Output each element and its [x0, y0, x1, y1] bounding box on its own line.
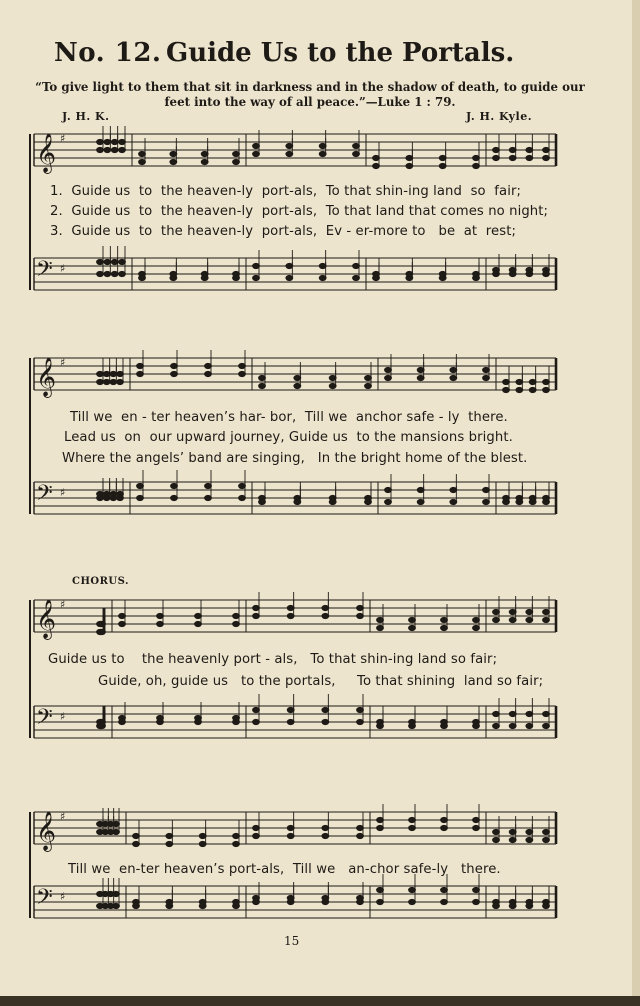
notehead: [377, 625, 384, 630]
notehead: [199, 841, 206, 846]
notehead: [97, 139, 104, 144]
notehead: [195, 621, 202, 626]
notehead: [526, 723, 533, 728]
notehead: [286, 151, 293, 156]
notehead: [166, 899, 173, 904]
notehead: [111, 139, 118, 144]
notehead: [385, 375, 392, 380]
notehead: [117, 495, 124, 500]
notehead: [543, 829, 550, 834]
notehead: [201, 275, 208, 280]
sharp-icon: ♯: [60, 262, 66, 275]
notehead: [103, 495, 110, 500]
notehead: [509, 829, 516, 834]
notehead: [287, 605, 294, 610]
notehead: [199, 899, 206, 904]
notehead: [493, 271, 500, 276]
notehead: [103, 371, 110, 376]
notehead: [473, 271, 480, 276]
notehead: [119, 621, 126, 626]
notehead: [417, 499, 424, 504]
bass-clef-icon: 𝄢: [36, 705, 53, 735]
notehead: [509, 147, 516, 152]
notehead: [113, 821, 120, 826]
notehead: [439, 271, 446, 276]
chorus-final-lyric: Till we en-ter heaven’s port-als, Till we an-chor safe-ly there.: [68, 862, 501, 877]
notehead: [357, 707, 364, 712]
notehead: [441, 617, 448, 622]
notehead: [493, 155, 500, 160]
notehead: [409, 887, 416, 892]
notehead: [170, 159, 177, 164]
notehead: [253, 719, 260, 724]
notehead: [509, 271, 516, 276]
notehead: [201, 159, 208, 164]
notehead: [259, 375, 266, 380]
notehead: [253, 833, 260, 838]
notehead: [205, 363, 212, 368]
notehead: [133, 899, 140, 904]
notehead: [377, 723, 384, 728]
notehead: [441, 723, 448, 728]
notehead: [104, 147, 111, 152]
notehead: [319, 143, 326, 148]
notehead: [286, 275, 293, 280]
notehead: [133, 841, 140, 846]
notehead: [233, 833, 240, 838]
notehead: [119, 613, 126, 618]
verse-3-line-a: 3. Guide us to the heaven-ly port-als, Ev - er-more to be at rest;: [50, 224, 517, 239]
notehead: [113, 829, 120, 834]
notehead: [526, 271, 533, 276]
notehead: [119, 139, 126, 144]
notehead: [137, 363, 144, 368]
notehead: [526, 837, 533, 842]
notehead: [409, 817, 416, 822]
notehead: [377, 887, 384, 892]
notehead: [322, 833, 329, 838]
notehead: [111, 147, 118, 152]
notehead: [104, 259, 111, 264]
notehead: [417, 487, 424, 492]
notehead: [171, 371, 178, 376]
notehead: [205, 483, 212, 488]
notehead: [195, 719, 202, 724]
notehead: [253, 899, 260, 904]
notehead: [543, 609, 550, 614]
notehead: [483, 367, 490, 372]
notehead: [239, 483, 246, 488]
notehead: [113, 891, 120, 896]
notehead: [233, 613, 240, 618]
notehead: [239, 371, 246, 376]
notehead: [409, 625, 416, 630]
notehead: [286, 263, 293, 268]
notehead: [97, 259, 104, 264]
notehead: [97, 379, 104, 384]
notehead: [483, 487, 490, 492]
notehead: [97, 271, 104, 276]
notehead: [259, 383, 266, 388]
notehead: [171, 483, 178, 488]
notehead: [543, 837, 550, 842]
notehead: [119, 271, 126, 276]
notehead: [199, 833, 206, 838]
notehead: [357, 899, 364, 904]
chorus-label: CHORUS.: [72, 576, 129, 587]
notehead: [139, 275, 146, 280]
notehead: [543, 495, 550, 500]
notehead: [253, 605, 260, 610]
notehead: [509, 609, 516, 614]
verse-1-line-a: 1. Guide us to the heaven-ly port-als, To that shin-ing land so fair;: [50, 184, 522, 199]
notehead: [157, 621, 164, 626]
sharp-icon: ♯: [60, 598, 66, 611]
notehead: [441, 887, 448, 892]
notehead: [493, 837, 500, 842]
treble-clef-icon: 𝄞: [36, 811, 57, 851]
lyricist-credit: J. H. K.: [62, 110, 110, 123]
notehead: [473, 617, 480, 622]
notehead: [119, 719, 126, 724]
notehead: [137, 495, 144, 500]
sharp-icon: ♯: [60, 890, 66, 903]
notehead: [543, 147, 550, 152]
notehead: [365, 499, 372, 504]
notehead: [509, 723, 516, 728]
notehead: [259, 499, 266, 504]
notehead: [439, 155, 446, 160]
notehead: [450, 499, 457, 504]
notehead: [543, 723, 550, 728]
notehead: [99, 719, 106, 724]
notehead: [529, 495, 536, 500]
notehead: [322, 707, 329, 712]
notehead: [319, 263, 326, 268]
notehead: [417, 375, 424, 380]
notehead: [104, 271, 111, 276]
notehead: [103, 379, 110, 384]
notehead: [110, 495, 117, 500]
notehead: [441, 899, 448, 904]
notehead: [543, 387, 550, 392]
notehead: [409, 825, 416, 830]
notehead: [450, 487, 457, 492]
notehead: [97, 495, 104, 500]
notehead: [111, 271, 118, 276]
notehead: [473, 899, 480, 904]
notehead: [406, 155, 413, 160]
notehead: [253, 707, 260, 712]
notehead: [439, 163, 446, 168]
epigraph-line-2: feet into the way of all peace.”—Luke 1 : 79.: [164, 95, 456, 109]
notehead: [353, 143, 360, 148]
notehead: [473, 887, 480, 892]
notehead: [516, 387, 523, 392]
notehead: [409, 899, 416, 904]
notehead: [365, 383, 372, 388]
notehead: [287, 613, 294, 618]
notehead: [493, 609, 500, 614]
notehead: [287, 833, 294, 838]
sharp-icon: ♯: [60, 486, 66, 499]
bass-clef-icon: 𝄢: [36, 257, 53, 287]
notehead: [493, 903, 500, 908]
notehead: [253, 151, 260, 156]
notehead: [287, 719, 294, 724]
notehead: [409, 617, 416, 622]
notehead: [322, 719, 329, 724]
notehead: [409, 723, 416, 728]
notehead: [233, 719, 240, 724]
notehead: [294, 383, 301, 388]
notehead: [353, 151, 360, 156]
page-number: 15: [284, 934, 300, 948]
notehead: [99, 621, 106, 626]
notehead: [157, 613, 164, 618]
notehead: [329, 375, 336, 380]
notehead: [509, 903, 516, 908]
notehead: [294, 375, 301, 380]
notehead: [329, 499, 336, 504]
notehead: [377, 817, 384, 822]
notehead: [353, 275, 360, 280]
notehead: [543, 271, 550, 276]
notehead: [357, 719, 364, 724]
notehead: [509, 711, 516, 716]
hymn-title: Guide Us to the Portals.: [166, 38, 515, 68]
notehead: [287, 707, 294, 712]
notehead: [526, 829, 533, 834]
notehead: [239, 495, 246, 500]
bass-clef-icon: 𝄢: [36, 885, 53, 915]
notehead: [166, 841, 173, 846]
notehead: [239, 363, 246, 368]
notehead: [117, 379, 124, 384]
notehead: [110, 379, 117, 384]
notehead: [543, 903, 550, 908]
notehead: [529, 379, 536, 384]
notehead: [329, 383, 336, 388]
notehead: [509, 155, 516, 160]
sharp-icon: ♯: [60, 132, 66, 145]
notehead: [294, 499, 301, 504]
notehead: [111, 259, 118, 264]
notehead: [385, 499, 392, 504]
notehead: [117, 371, 124, 376]
notehead: [139, 159, 146, 164]
notehead: [406, 271, 413, 276]
notehead: [322, 605, 329, 610]
notehead: [233, 621, 240, 626]
sharp-icon: ♯: [60, 710, 66, 723]
epigraph-line-1: “To give light to them that sit in darkness and in the shadow of death, to guide our: [35, 80, 585, 94]
chorus-treble-lyric: Guide us to the heavenly port - als, To that shin-ing land so fair;: [48, 652, 498, 667]
verse-3-line-b: Where the angels’ band are singing, In the bright home of the blest.: [62, 451, 528, 466]
notehead: [385, 487, 392, 492]
notehead: [205, 371, 212, 376]
treble-clef-icon: 𝄞: [36, 599, 57, 639]
notehead: [473, 163, 480, 168]
notehead: [473, 723, 480, 728]
notehead: [377, 899, 384, 904]
notehead: [526, 711, 533, 716]
notehead: [233, 275, 240, 280]
notehead: [543, 379, 550, 384]
notehead: [509, 617, 516, 622]
treble-clef-icon: 𝄞: [36, 357, 57, 397]
notehead: [441, 825, 448, 830]
notehead: [441, 625, 448, 630]
notehead: [377, 825, 384, 830]
notehead: [526, 903, 533, 908]
notehead: [157, 719, 164, 724]
notehead: [483, 499, 490, 504]
notehead: [322, 825, 329, 830]
notehead: [365, 375, 372, 380]
notehead: [406, 163, 413, 168]
composer-credit: J. H. Kyle.: [466, 110, 533, 123]
notehead: [450, 367, 457, 372]
notehead: [319, 275, 326, 280]
notehead: [373, 155, 380, 160]
notehead: [319, 151, 326, 156]
notehead: [233, 159, 240, 164]
notehead: [357, 605, 364, 610]
hymn-number: No. 12.: [54, 38, 162, 68]
notehead: [253, 143, 260, 148]
notehead: [526, 147, 533, 152]
notehead: [119, 259, 126, 264]
notehead: [166, 833, 173, 838]
notehead: [97, 371, 104, 376]
notehead: [97, 147, 104, 152]
verse-2-line-b: Lead us on our upward journey, Guide us to the mansions bright.: [64, 430, 513, 445]
notehead: [287, 825, 294, 830]
notehead: [99, 629, 106, 634]
notehead: [543, 711, 550, 716]
notehead: [322, 899, 329, 904]
notehead: [139, 151, 146, 156]
verse-1-line-b: Till we en - ter heaven’s har- bor, Till we anchor safe - ly there.: [70, 410, 508, 425]
notehead: [543, 617, 550, 622]
notehead: [286, 143, 293, 148]
notehead: [357, 613, 364, 618]
notehead: [377, 617, 384, 622]
notehead: [373, 271, 380, 276]
notehead: [493, 723, 500, 728]
notehead: [104, 139, 111, 144]
notehead: [137, 371, 144, 376]
notehead: [509, 837, 516, 842]
notehead: [450, 375, 457, 380]
notehead: [170, 151, 177, 156]
notehead: [516, 379, 523, 384]
notehead: [516, 495, 523, 500]
notehead: [493, 617, 500, 622]
notehead: [171, 363, 178, 368]
notehead: [473, 817, 480, 822]
notehead: [201, 151, 208, 156]
notehead: [529, 387, 536, 392]
notehead: [113, 903, 120, 908]
notehead: [170, 275, 177, 280]
notehead: [233, 841, 240, 846]
notehead: [503, 379, 510, 384]
notehead: [195, 613, 202, 618]
verse-2-line-a: 2. Guide us to the heaven-ly port-als, To that land that comes no night;: [50, 204, 549, 219]
notehead: [373, 163, 380, 168]
notehead: [171, 495, 178, 500]
sharp-icon: ♯: [60, 810, 66, 823]
notehead: [357, 825, 364, 830]
notehead: [473, 155, 480, 160]
notehead: [133, 833, 140, 838]
treble-clef-icon: 𝄞: [36, 133, 57, 173]
notehead: [473, 825, 480, 830]
sharp-icon: ♯: [60, 356, 66, 369]
notehead: [233, 899, 240, 904]
notehead: [385, 367, 392, 372]
notehead: [441, 817, 448, 822]
notehead: [287, 899, 294, 904]
notehead: [357, 833, 364, 838]
notehead: [503, 495, 510, 500]
notehead: [205, 495, 212, 500]
notehead: [493, 147, 500, 152]
notehead: [253, 275, 260, 280]
notehead: [526, 617, 533, 622]
notehead: [483, 375, 490, 380]
notehead: [253, 613, 260, 618]
notehead: [543, 155, 550, 160]
notehead: [526, 155, 533, 160]
notehead: [253, 825, 260, 830]
chorus-bass-lyric: Guide, oh, guide us to the portals, To that shining land so fair;: [98, 674, 544, 689]
notehead: [137, 483, 144, 488]
notehead: [473, 625, 480, 630]
notehead: [322, 613, 329, 618]
bass-clef-icon: 𝄢: [36, 481, 53, 511]
notehead: [119, 147, 126, 152]
notehead: [503, 387, 510, 392]
notehead: [353, 263, 360, 268]
notehead: [493, 711, 500, 716]
notehead: [253, 263, 260, 268]
notehead: [233, 151, 240, 156]
notehead: [110, 371, 117, 376]
notehead: [417, 367, 424, 372]
notehead: [493, 829, 500, 834]
notehead: [526, 609, 533, 614]
